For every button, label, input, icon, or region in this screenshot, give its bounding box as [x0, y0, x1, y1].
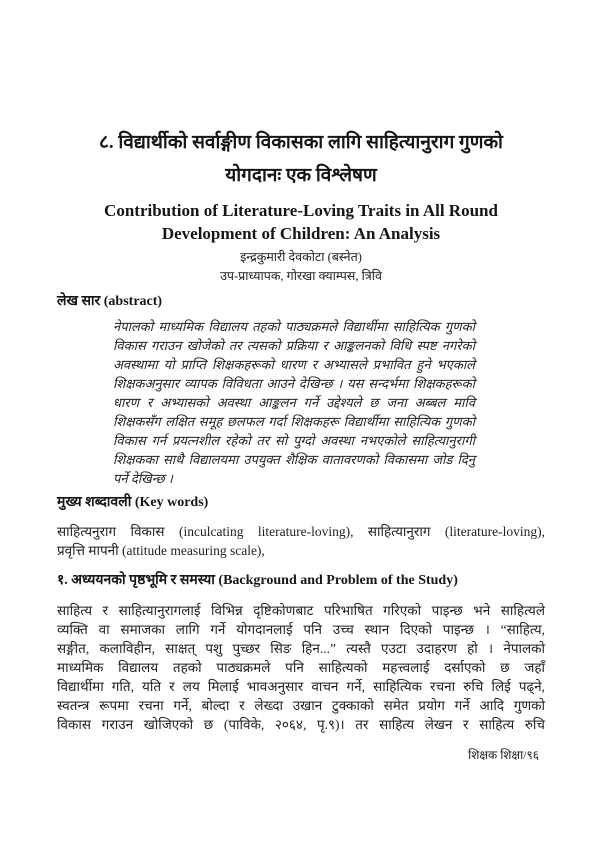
abstract-line: शिक्षकका साथै विद्यालयमा उपयुक्त शैक्षिक वातावरणको विकासमा जोड दिनु [113, 452, 475, 467]
section1-paragraph [57, 601, 545, 734]
keywords-paragraph [57, 522, 545, 560]
abstract-line: शिक्षकअनुसार व्यापक विविधता आउने देखिन्छ । यस सन्दर्भमा शिक्षकहरूको [113, 376, 475, 391]
section1-line: साहित्य र साहित्यानुरागलाई विभिन्न दृष्टिकोणबाट परिभाषित गरिएको पाइन्छ भने साहित्यले [57, 603, 545, 618]
section1-heading: १. अध्ययनको पृष्ठभूमि र समस्या (Background and Problem of the Study) [57, 573, 458, 588]
section1-line: विकास गराउन खोजिएको छ (पाविके, २०६४, पृ.९)। तर साहित्य लेखन र साहित्य रुचि [57, 717, 545, 732]
keywords-line: साहित्यनुराग विकास (inculcating literature-loving), साहित्यानुराग (literature-loving), [57, 524, 545, 539]
abstract-line: धारण र अभ्यासको अवस्था आङ्कलन गर्ने उद्देश्यले छ जना अब्बल मावि [113, 395, 475, 410]
abstract-line: शिक्षकसँग लक्षित समूह छलफल गर्दा शिक्षकहरू विद्यार्थीमा साहित्यिक गुणको [113, 414, 475, 429]
abstract-line: अवस्थामा यो प्राप्ति शिक्षकहरूको धारण र अभ्यासले प्रभावित हुने भएकाले [113, 357, 475, 372]
author-affiliation: उप-प्राध्यापक, गोरखा क्याम्पस, त्रिवि [220, 269, 382, 283]
author-name: इन्द्रकुमारी देवकोटा (बस्नेत) [240, 250, 362, 264]
article-title-english-line-2: Development of Children: An Analysis [161, 224, 441, 243]
section1-line: माध्यमिक विद्यालय तहको पाठ्यक्रमले पनि साहित्यको महत्त्वलाई दर्साएको छ जहाँ [57, 660, 545, 675]
article-title-nepali [57, 126, 545, 192]
article-title-english [57, 199, 545, 245]
abstract-line: पर्ने देखिन्छ । [113, 471, 173, 486]
page-footer: शिक्षक शिक्षा/९६ [468, 748, 539, 762]
section1-line: विद्यार्थीमा गति, यति र लय मिलाई भावअनुसार वाचन गर्ने, साहित्यिक रचना रुचि लिई पढ्ने, [57, 679, 545, 694]
keywords-line: प्रवृत्ति मापनी (attitude measuring scale), [57, 543, 265, 558]
article-title-nepali-line-2: योगदानः एक विश्लेषण [225, 165, 377, 186]
abstract-line: विकास गर्न प्रयत्नशील रहेको तर सो पुग्दो अवस्था नभएकोले साहित्यानुरागी [113, 433, 475, 448]
section1-line: व्यक्ति वा समाजका लागि गर्ने योगदानलाई पनि उच्च स्थान दिएको पाइन्छ । “साहित्य, [57, 622, 545, 637]
abstract-line: नेपालको माध्यमिक विद्यालय तहको पाठ्यक्रमले विद्यार्थीमा साहित्यिक गुणको [113, 319, 475, 334]
author-block [57, 248, 545, 286]
abstract-heading: लेख सार (abstract) [57, 294, 163, 309]
article-title-nepali-line-1: ८. विद्यार्थीको सर्वाङ्गीण विकासका लागि साहित्यानुराग गुणको [99, 132, 503, 153]
abstract-paragraph [113, 317, 475, 488]
article-title-english-line-1: Contribution of Literature-Loving Traits in All Round [104, 201, 498, 220]
abstract-line: विकास गराउन खोजेको तर त्यसको प्रक्रिया र आङ्कलनको विधि स्पष्ट नगरेको [113, 338, 475, 353]
section1-line: सङ्गीत, कलाविहीन, साक्षत् पशु पुच्छर सिङ हिन...” त्यस्तै एउटा उदाहरण हो । नेपालको [57, 641, 545, 656]
section1-line: स्वतन्त्र रूपमा रचना गर्ने, बोल्दा र लेख्दा उखान टुक्काको समेत प्रयोग गर्ने आदि गुणको [57, 698, 545, 713]
keywords-heading: मुख्य शब्दावली (Key words) [57, 495, 209, 510]
